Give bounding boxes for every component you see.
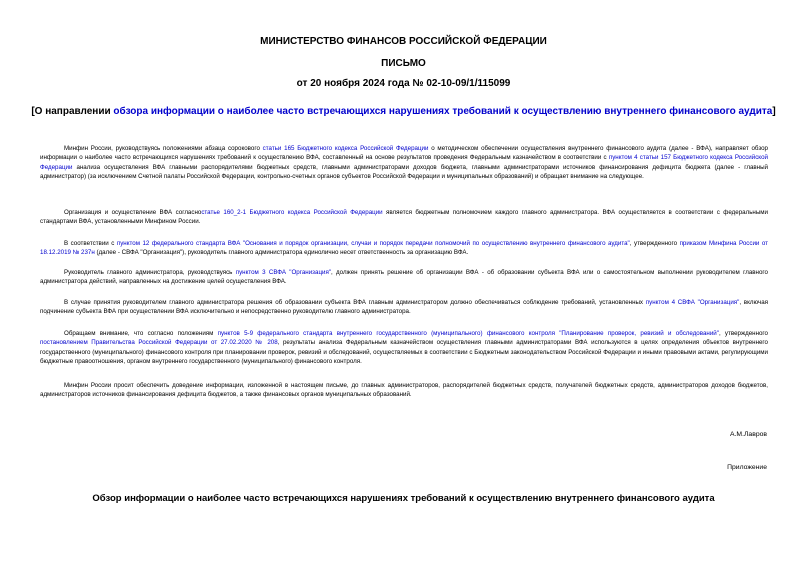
p2-text-1: Организация и осуществление ВФА согласно (64, 209, 202, 216)
p2-link-1[interactable]: статье 160_2-1 Бюджетного кодекса Российской Федерации (201, 209, 383, 216)
subject-close: ] (772, 106, 776, 117)
date-number: от 20 ноября 2024 года № 02-10-09/1/115099 (296, 78, 511, 89)
document-type: ПИСЬМО (381, 58, 426, 69)
p6-link-1[interactable]: пунктов 5-9 федерального стандарта внутреннего государственного (муниципального) финансового контроля "Планирование проверок, ревизий и обследований" (217, 330, 719, 337)
p3-link-1[interactable]: пунктом 12 федерального стандарта ВФА "Основания и порядок организации, случаи и порядок передачи полномочий по осуществлению внутреннего финансового аудита" (116, 240, 630, 247)
appendix-label: Приложение (727, 464, 767, 471)
p2-text-2: является бюджетным полномочием каждого главного администратора. ВФА осуществляется в соответствии с федеральными стандартами ВФА, установленными Минфином России. (40, 209, 768, 226)
paragraph-7 (40, 381, 768, 400)
p5-text-1: В случае принятия руководителем главного администратора решения об образовании субъекта ВФА главным администратором должно обеспечиваться соблюдение требований, установленных (64, 299, 646, 306)
subject-link[interactable]: обзора информации о наиболее часто встречающихся нарушениях требований к осуществлению внутреннего финансового аудита (113, 106, 773, 117)
p1-link-2[interactable]: пунктом 4 статьи 157 Бюджетного кодекса Российской Федерации (40, 154, 768, 171)
paragraph-6 (40, 329, 768, 366)
p6-text-3: , результаты анализа Федеральным казначейством осуществления главными администраторами ВФА используются в целях определения объектов внутреннего государственного (муниципального) финансового контроля при планировании проверок, ревизий и обследований, осуществляемых в соответствии с Бюджетным законодательством Российской Федерации и иными правовыми актами, регулирующими бюджетные правоотношения, органом внутреннего государственного (муниципального) финансового контроля. (40, 339, 768, 365)
subject-open: [О направлении (31, 106, 114, 117)
letter-subject (0, 106, 807, 117)
paragraph-3 (40, 239, 768, 258)
p1-text-2: о методическом обеспечении осуществления внутреннего финансового аудита (далее - ВФА), направляет обзор информации о наиболее часто встречающихся нарушениях требований к осуществлению ВФА, составленный на основе результатов проведения Федеральным казначейством в соответствии с (40, 145, 768, 162)
p7-text-1: Минфин России просит обеспечить доведение информации, изложенной в настоящем письме, до главных администраторов, распорядителей бюджетных средств, получателей бюджетных средств, администраторов доходов бюджетов, администраторов источников финансирования дефицита бюджетов, а также финансовых органов муниципальных образований. (40, 382, 768, 399)
p1-text-1: Минфин России, руководствуясь положениями абзаца сорокового (64, 145, 263, 152)
ministry-heading: МИНИСТЕРСТВО ФИНАНСОВ РОССИЙСКОЙ ФЕДЕРАЦИИ (260, 36, 547, 47)
paragraph-1 (40, 144, 768, 181)
p4-text-1: Руководитель главного администратора, руководствуясь (64, 269, 236, 276)
p1-text-3: анализа осуществления ВФА главными распорядителями бюджетных средств, главными администраторами доходов бюджета, главными администраторами источников финансирования дефицита бюджета (далее - главный администратор) (за исключением Счетной палаты Российской Федерации, контрольно-счетных органов субъектов Российской Федерации и муниципальных образований) и обращает внимание на следующее. (40, 163, 768, 180)
appendix-title: Обзор информации о наиболее часто встречающихся нарушениях требований к осуществлению внутреннего финансового аудита (92, 493, 715, 504)
p6-text-1: Обращаем внимание, что согласно положениям (64, 330, 218, 337)
p3-text-1: В соответствии с (64, 240, 117, 247)
p4-link-1[interactable]: пунктом 3 СВФА "Организация" (235, 269, 332, 276)
signature: А.М.Лавров (730, 431, 767, 438)
p4-text-2: , должен принять решение об организации ВФА - об образовании субъекта ВФА или о самостоятельном выполнении руководителем главного администратора действий, направленных на достижение целей осуществления ВФА. (40, 269, 768, 286)
p3-link-2[interactable]: приказом Минфина России от 18.12.2019 № 237н (40, 240, 769, 257)
p6-text-2: , утвержденного (718, 330, 768, 337)
paragraph-2 (40, 208, 768, 227)
p1-link-1[interactable]: статьи 165 Бюджетного кодекса Российской Федерации (262, 145, 429, 152)
p6-link-2[interactable]: постановлением Правительства Российской Федерации от 27.02.2020 № 208 (40, 339, 278, 347)
p3-text-3: (далее - СВФА "Организация"), руководитель главного администратора единолично несет ответственность за организацию ВФА. (94, 249, 469, 257)
p3-text-2: , утвержденного (629, 240, 680, 247)
paragraph-4 (40, 268, 768, 287)
paragraph-5 (40, 298, 768, 317)
p5-link-1[interactable]: пунктом 4 СВФА "Организация" (645, 299, 740, 306)
p5-text-2: , включая подчинение субъекта ВФА при осуществлении ВФА исключительно и непосредственно руководителю главного администратора. (40, 299, 768, 316)
